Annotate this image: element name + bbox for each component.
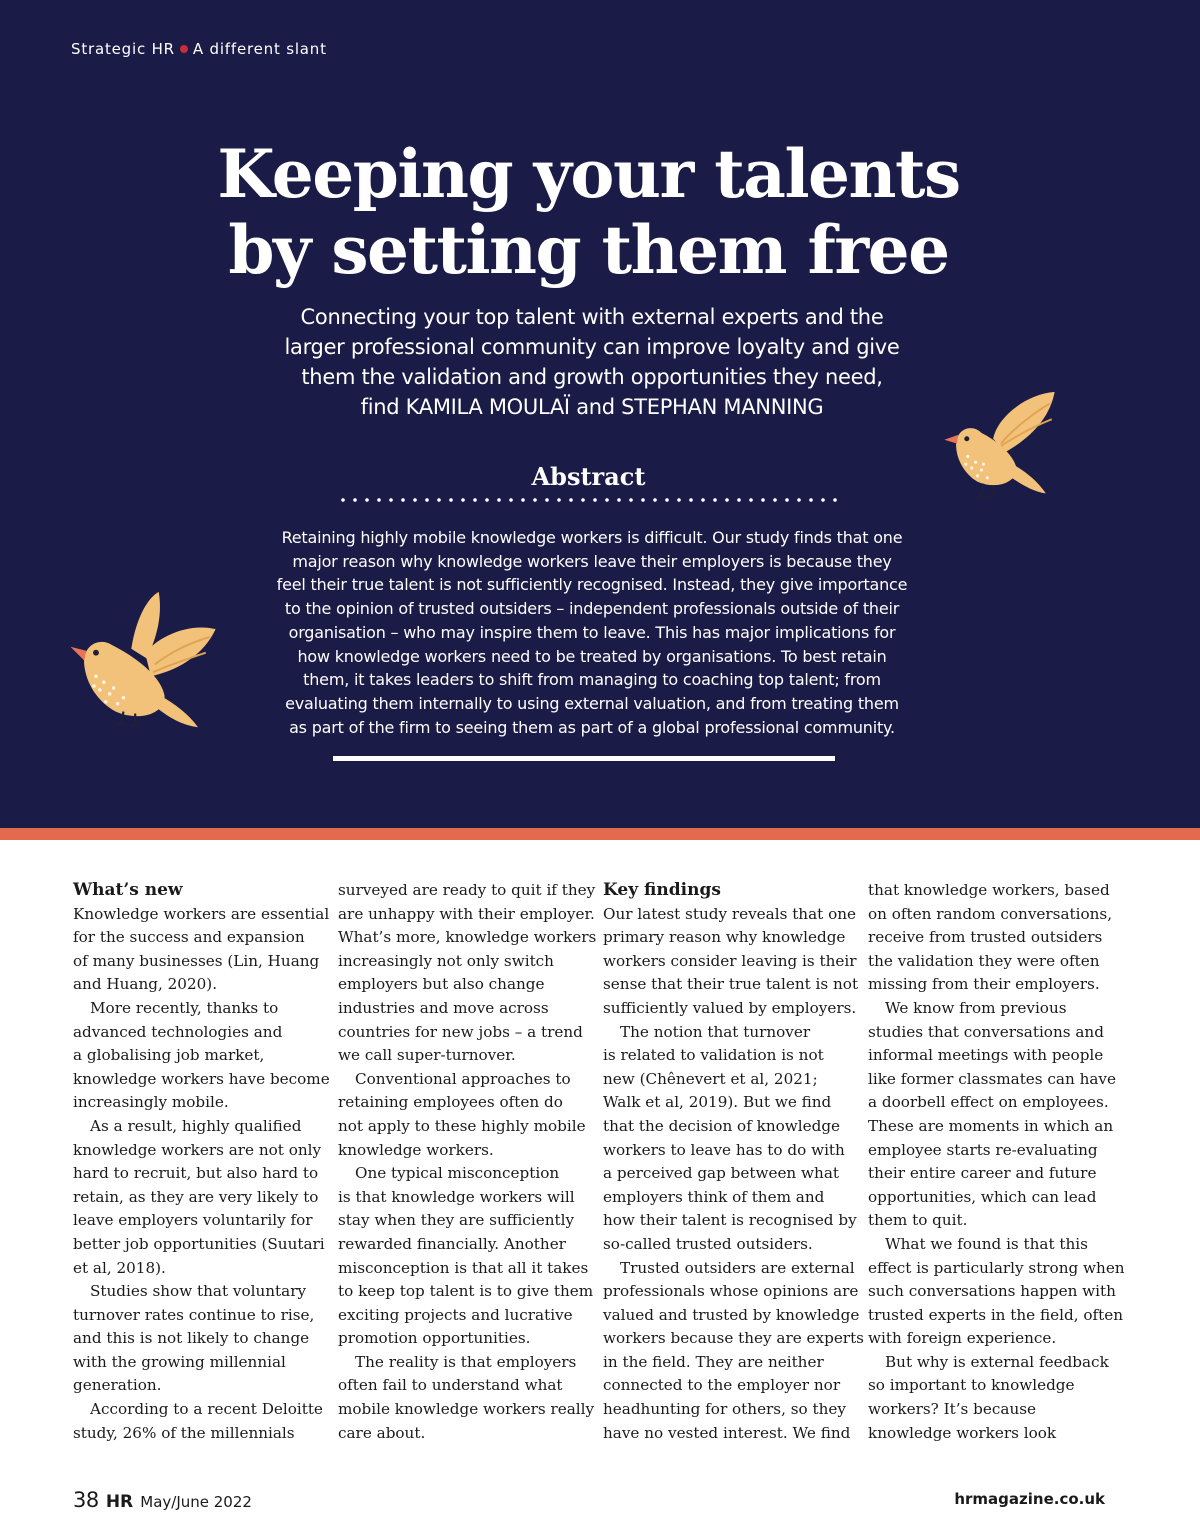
paragraph-line: to keep top talent is to give them: [338, 1282, 594, 1301]
paragraph-line: for the success and expansion: [73, 928, 305, 947]
paragraph-line: in the field. They are neither: [603, 1352, 824, 1371]
paragraph-line: study, 26% of the millennials: [73, 1423, 295, 1442]
abstract-line: them, it takes leaders to shift from managing to coaching top talent; from: [303, 670, 881, 690]
standfirst: [230, 302, 954, 422]
paragraph-line: that knowledge workers, based: [868, 881, 1110, 899]
paragraph-line: a globalising job market,: [73, 1046, 265, 1065]
column-heading: Key findings: [603, 880, 721, 900]
abstract-text: [240, 526, 944, 739]
abstract-line: how knowledge workers need to be treated by organisations. To best retain: [297, 646, 887, 666]
paragraph-line: with the growing millennial: [73, 1352, 286, 1371]
subsection-name: A different slant: [192, 40, 327, 58]
paragraph-line: so important to knowledge: [868, 1376, 1075, 1395]
abstract-line: feel their true talent is not sufficiently recognised. Instead, they give importance: [276, 575, 908, 595]
standfirst-line: them the validation and growth opportunities they need,: [301, 365, 883, 389]
paragraph-line: connected to the employer nor: [603, 1376, 841, 1395]
abstract-line: as part of the firm to seeing them as part of a global professional community.: [289, 717, 895, 737]
abstract-rule: [333, 756, 835, 761]
paragraph-line: care about.: [338, 1423, 426, 1442]
paragraph-line: As a result, highly qualified: [90, 1116, 302, 1135]
paragraph-line: leave employers voluntarily for: [73, 1211, 313, 1230]
paragraph-line: have no vested interest. We find: [603, 1423, 851, 1442]
paragraph-line: such conversations happen with: [868, 1282, 1116, 1301]
paragraph-line: generation.: [73, 1376, 162, 1395]
paragraph-line: them to quit.: [868, 1211, 968, 1230]
paragraph-line: opportunities, which can lead: [868, 1187, 1097, 1206]
paragraph-line: employers but also change: [338, 975, 545, 994]
paragraph-line: surveyed are ready to quit if they: [338, 881, 596, 899]
paragraph-line: These are moments in which an: [868, 1116, 1114, 1135]
separator-dot-icon: [180, 45, 188, 53]
abstract-line: organisation – who may inspire them to leave. This has major implications for: [288, 622, 896, 642]
paragraph-line: But why is external feedback: [885, 1352, 1109, 1371]
paragraph-line: The reality is that employers: [355, 1352, 577, 1371]
paragraph-line: What we found is that this: [885, 1234, 1088, 1253]
paragraph-line: not apply to these highly mobile: [338, 1116, 586, 1135]
paragraph-line: often fail to understand what: [338, 1376, 563, 1395]
paragraph-line: missing from their employers.: [868, 975, 1100, 994]
paragraph-line: with foreign experience.: [868, 1329, 1057, 1348]
paragraph-line: retain, as they are very likely to: [73, 1187, 319, 1206]
paragraph-line: knowledge workers look: [868, 1423, 1057, 1442]
page-number: 38: [73, 1488, 99, 1512]
paragraph-line: trusted experts in the field, often: [868, 1305, 1123, 1324]
page-folio: [73, 1488, 252, 1512]
paragraph-line: workers to leave has to do with: [603, 1140, 845, 1159]
article-column-4: [868, 879, 1125, 1445]
paragraph-line: sufficiently valued by employers.: [603, 998, 857, 1017]
paragraph-line: countries for new jobs – a trend: [338, 1022, 583, 1041]
paragraph-line: workers? It’s because: [868, 1400, 1037, 1419]
paragraph-line: workers because they are experts: [603, 1329, 864, 1348]
paragraph-line: What’s more, knowledge workers: [338, 928, 597, 947]
paragraph-line: and Huang, 2020).: [73, 975, 218, 994]
paragraph-line: knowledge workers.: [338, 1140, 494, 1159]
paragraph-line: is related to validation is not: [603, 1046, 824, 1065]
abstract-line: to the opinion of trusted outsiders – independent professionals outside of their: [284, 599, 900, 619]
dotted-divider: [337, 497, 841, 503]
abstract-title: Abstract: [531, 462, 646, 491]
paragraph-line: are unhappy with their employer.: [338, 904, 595, 923]
article-column-3: [603, 879, 864, 1445]
paragraph-line: sense that their true talent is not: [603, 975, 859, 994]
standfirst-line: find KAMILA MOULAÏ and STEPHAN MANNING: [360, 395, 824, 419]
paragraph-line: et al, 2018).: [73, 1258, 166, 1277]
magazine-name: HR: [105, 1492, 134, 1512]
paragraph-line: More recently, thanks to: [90, 998, 279, 1017]
paragraph-line: that the decision of knowledge: [603, 1116, 841, 1135]
issue-date: May/June 2022: [140, 1493, 252, 1511]
abstract-line: evaluating them internally to using external valuation, and from treating them: [285, 693, 899, 713]
paragraph-line: misconception is that all it takes: [338, 1258, 589, 1277]
paragraph-line: professionals whose opinions are: [603, 1282, 859, 1301]
paragraph-line: mobile knowledge workers really: [338, 1400, 595, 1419]
article-column-1: [73, 879, 330, 1445]
website-url: hrmagazine.co.uk: [954, 1490, 1105, 1508]
paragraph-line: promotion opportunities.: [338, 1329, 531, 1348]
paragraph-line: exciting projects and lucrative: [338, 1305, 573, 1324]
standfirst-line: larger professional community can improve loyalty and give: [284, 335, 900, 359]
paragraph-line: We know from previous: [885, 998, 1067, 1017]
paragraph-line: employers think of them and: [603, 1187, 825, 1206]
paragraph-line: like former classmates can have: [868, 1069, 1116, 1088]
bird-icon: [936, 388, 1064, 510]
paragraph-line: Knowledge workers are essential: [73, 904, 330, 923]
section-label: [71, 40, 327, 58]
paragraph-line: and this is not likely to change: [73, 1329, 310, 1348]
column-heading: What’s new: [73, 880, 183, 900]
abstract-line: major reason why knowledge workers leave their employers is because they: [292, 551, 892, 571]
headline-line: Keeping your talents: [217, 135, 960, 213]
paragraph-line: rewarded financially. Another: [338, 1234, 566, 1253]
paragraph-line: how their talent is recognised by: [603, 1211, 857, 1230]
article-column-2: [338, 879, 597, 1445]
paragraph-line: Our latest study reveals that one: [603, 904, 856, 923]
paragraph-line: knowledge workers are not only: [73, 1140, 322, 1159]
section-name: Strategic HR: [71, 40, 175, 58]
paragraph-line: effect is particularly strong when: [868, 1258, 1125, 1277]
standfirst-line: Connecting your top talent with external experts and the: [300, 305, 884, 329]
paragraph-line: the validation they were often: [868, 951, 1100, 970]
paragraph-line: is that knowledge workers will: [338, 1187, 575, 1206]
paragraph-line: industries and move across: [338, 998, 549, 1017]
paragraph-line: a doorbell effect on employees.: [868, 1093, 1109, 1112]
headline: [0, 136, 1177, 288]
paragraph-line: studies that conversations and: [868, 1022, 1104, 1041]
paragraph-line: Walk et al, 2019). But we find: [603, 1093, 832, 1112]
paragraph-line: we call super-turnover.: [338, 1046, 516, 1065]
paragraph-line: Trusted outsiders are external: [620, 1258, 855, 1277]
paragraph-line: hard to recruit, but also hard to: [73, 1164, 319, 1183]
paragraph-line: retaining employees often do: [338, 1093, 563, 1112]
paragraph-line: on often random conversations,: [868, 904, 1113, 923]
paragraph-line: better job opportunities (Suutari: [73, 1234, 325, 1253]
paragraph-line: The notion that turnover: [620, 1022, 811, 1041]
paragraph-line: increasingly mobile.: [73, 1093, 229, 1112]
bird-icon: [66, 586, 224, 738]
paragraph-line: so-called trusted outsiders.: [603, 1234, 813, 1253]
paragraph-line: valued and trusted by knowledge: [603, 1305, 860, 1324]
accent-stripe: [0, 828, 1200, 840]
paragraph-line: primary reason why knowledge: [603, 928, 846, 947]
paragraph-line: their entire career and future: [868, 1164, 1097, 1183]
paragraph-line: stay when they are sufficiently: [338, 1211, 575, 1230]
paragraph-line: knowledge workers have become: [73, 1069, 330, 1088]
paragraph-line: Studies show that voluntary: [90, 1282, 307, 1301]
paragraph-line: employee starts re-evaluating: [868, 1140, 1098, 1159]
paragraph-line: turnover rates continue to rise,: [73, 1305, 315, 1324]
paragraph-line: One typical misconception: [355, 1164, 560, 1183]
paragraph-line: a perceived gap between what: [603, 1164, 839, 1183]
paragraph-line: increasingly not only switch: [338, 951, 554, 970]
headline-line: by setting them free: [228, 211, 949, 289]
abstract-line: Retaining highly mobile knowledge workers is difficult. Our study finds that one: [281, 528, 903, 547]
paragraph-line: Conventional approaches to: [355, 1069, 571, 1088]
paragraph-line: advanced technologies and: [73, 1022, 283, 1041]
paragraph-line: headhunting for others, so they: [603, 1400, 846, 1419]
paragraph-line: receive from trusted outsiders: [868, 928, 1103, 947]
paragraph-line: According to a recent Deloitte: [90, 1400, 323, 1419]
paragraph-line: new (Chênevert et al, 2021;: [603, 1069, 818, 1088]
paragraph-line: workers consider leaving is their: [603, 951, 857, 970]
paragraph-line: informal meetings with people: [868, 1046, 1104, 1065]
paragraph-line: of many businesses (Lin, Huang: [73, 951, 320, 970]
